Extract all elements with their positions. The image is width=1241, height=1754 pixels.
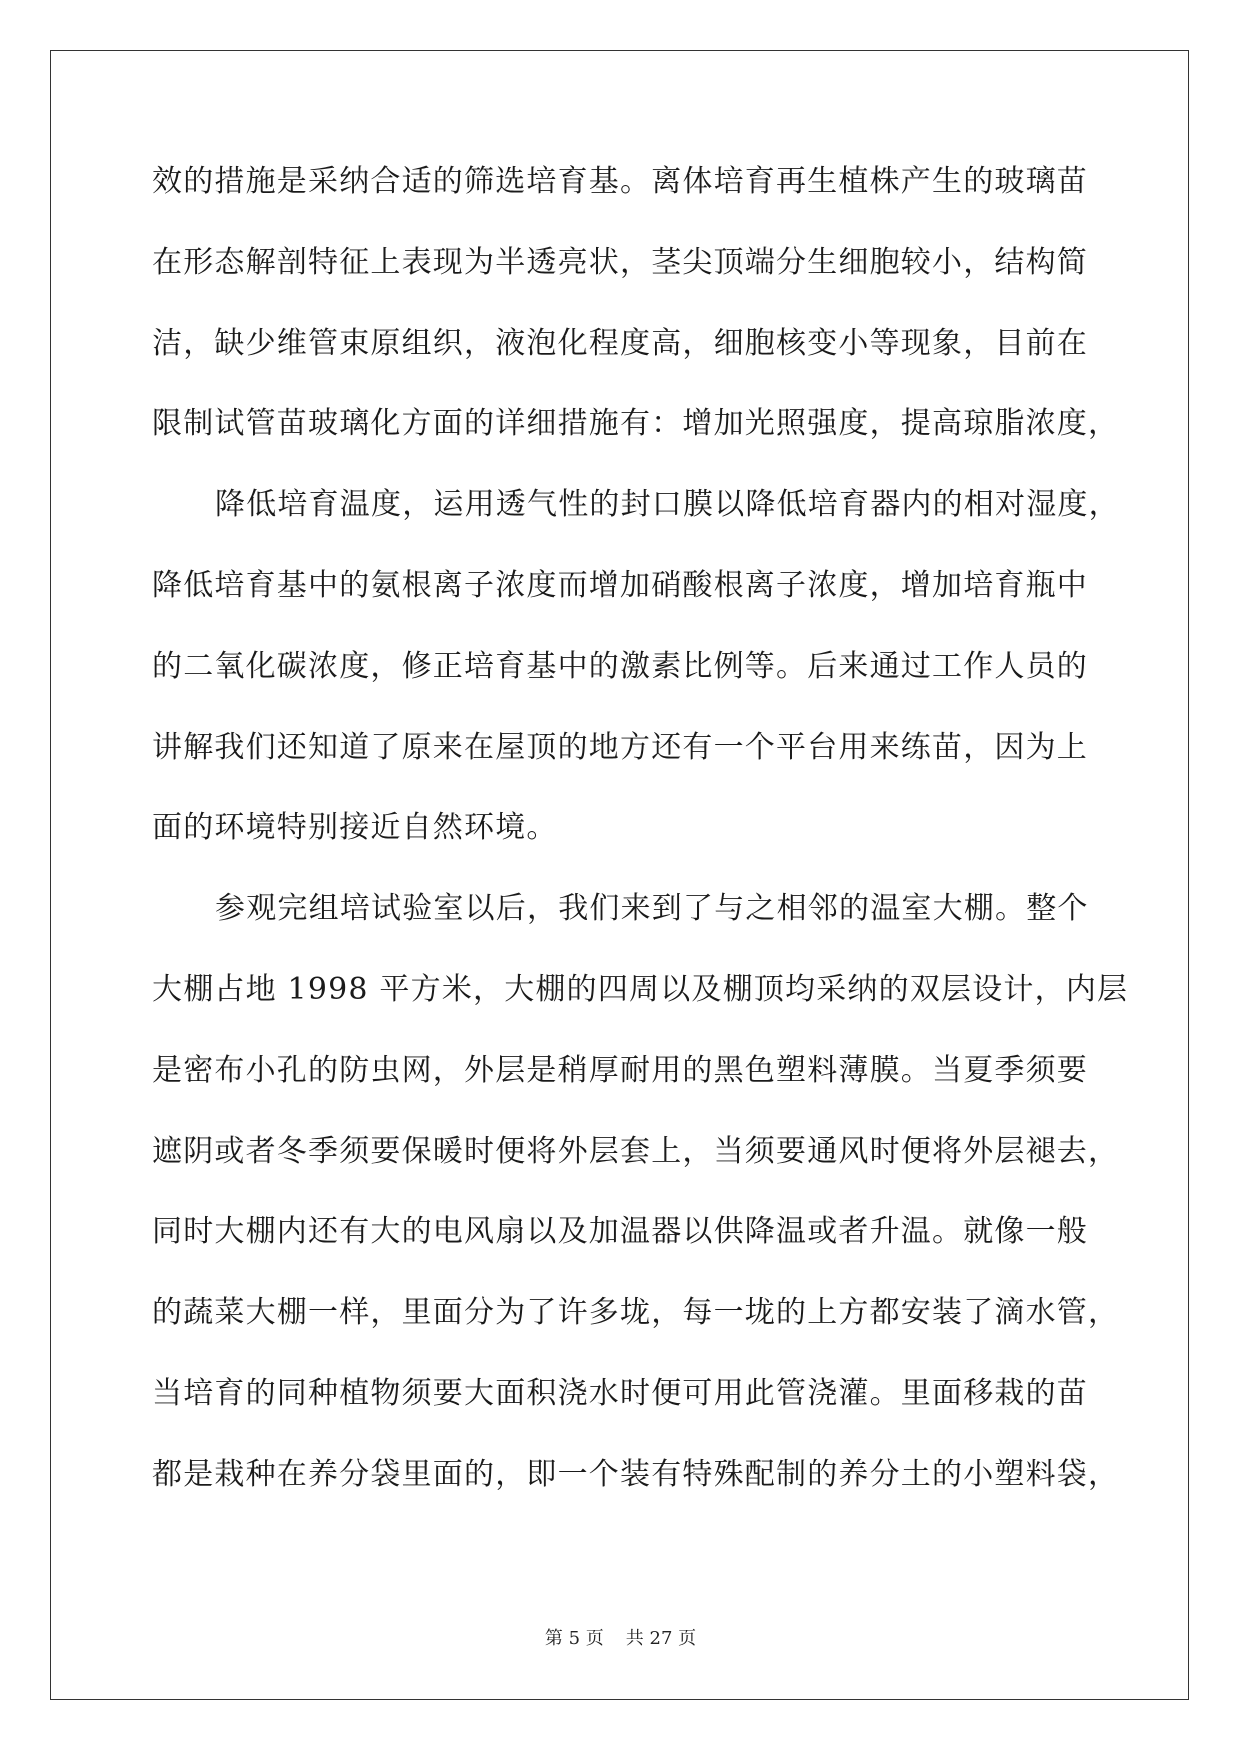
text-line: 遮阴或者冬季须要保暖时便将外层套上，当须要通风时便将外层褪去， — [152, 1133, 1120, 1169]
text-line: 的二氧化碳浓度，修正培育基中的激素比例等。后来通过工作人员的 — [152, 648, 1088, 684]
page-footer — [0, 1627, 1241, 1651]
text-line: 降低培育基中的氨根离子浓度而增加硝酸根离子浓度，增加培育瓶中 — [152, 567, 1088, 603]
text-line: 都是栽种在养分袋里面的，即一个装有特殊配制的养分土的小塑料袋， — [152, 1456, 1120, 1492]
text-line: 的蔬菜大棚一样，里面分为了许多垅，每一垅的上方都安装了滴水管， — [152, 1295, 1120, 1331]
text-line: 面的环境特别接近自然环境。 — [152, 810, 558, 846]
page-number: 第 5 页 — [544, 1628, 604, 1649]
text-line: 当培育的同种植物须要大面积浇水时便可用此管浇灌。里面移栽的苗 — [152, 1375, 1088, 1411]
text-line: 参观完组培试验室以后，我们来到了与之相邻的温室大棚。整个 — [215, 891, 1089, 927]
text-line: 大棚占地 1998 平方米，大棚的四周以及棚顶均采纳的双层设计，内层 — [152, 971, 1129, 1007]
text-line: 讲解我们还知道了原来在屋顶的地方还有一个平台用来练苗，因为上 — [152, 729, 1088, 765]
text-line: 同时大棚内还有大的电风扇以及加温器以供降温或者升温。就像一般 — [152, 1214, 1088, 1250]
text-line: 限制试管苗玻璃化方面的详细措施有：增加光照强度，提高琼脂浓度， — [152, 406, 1120, 442]
text-line: 在形态解剖特征上表现为半透亮状，茎尖顶端分生细胞较小，结构简 — [152, 244, 1088, 280]
body-text — [152, 162, 1129, 1536]
text-line: 是密布小孔的防虫网，外层是稍厚耐用的黑色塑料薄膜。当夏季须要 — [152, 1052, 1088, 1088]
text-line: 降低培育温度，运用透气性的封口膜以降低培育器内的相对湿度， — [215, 487, 1120, 523]
text-line: 洁，缺少维管束原组织，液泡化程度高，细胞核变小等现象，目前在 — [152, 325, 1088, 361]
text-line: 效的措施是采纳合适的筛选培育基。离体培育再生植株产生的玻璃苗 — [152, 164, 1088, 199]
page-total: 共 27 页 — [625, 1628, 697, 1649]
